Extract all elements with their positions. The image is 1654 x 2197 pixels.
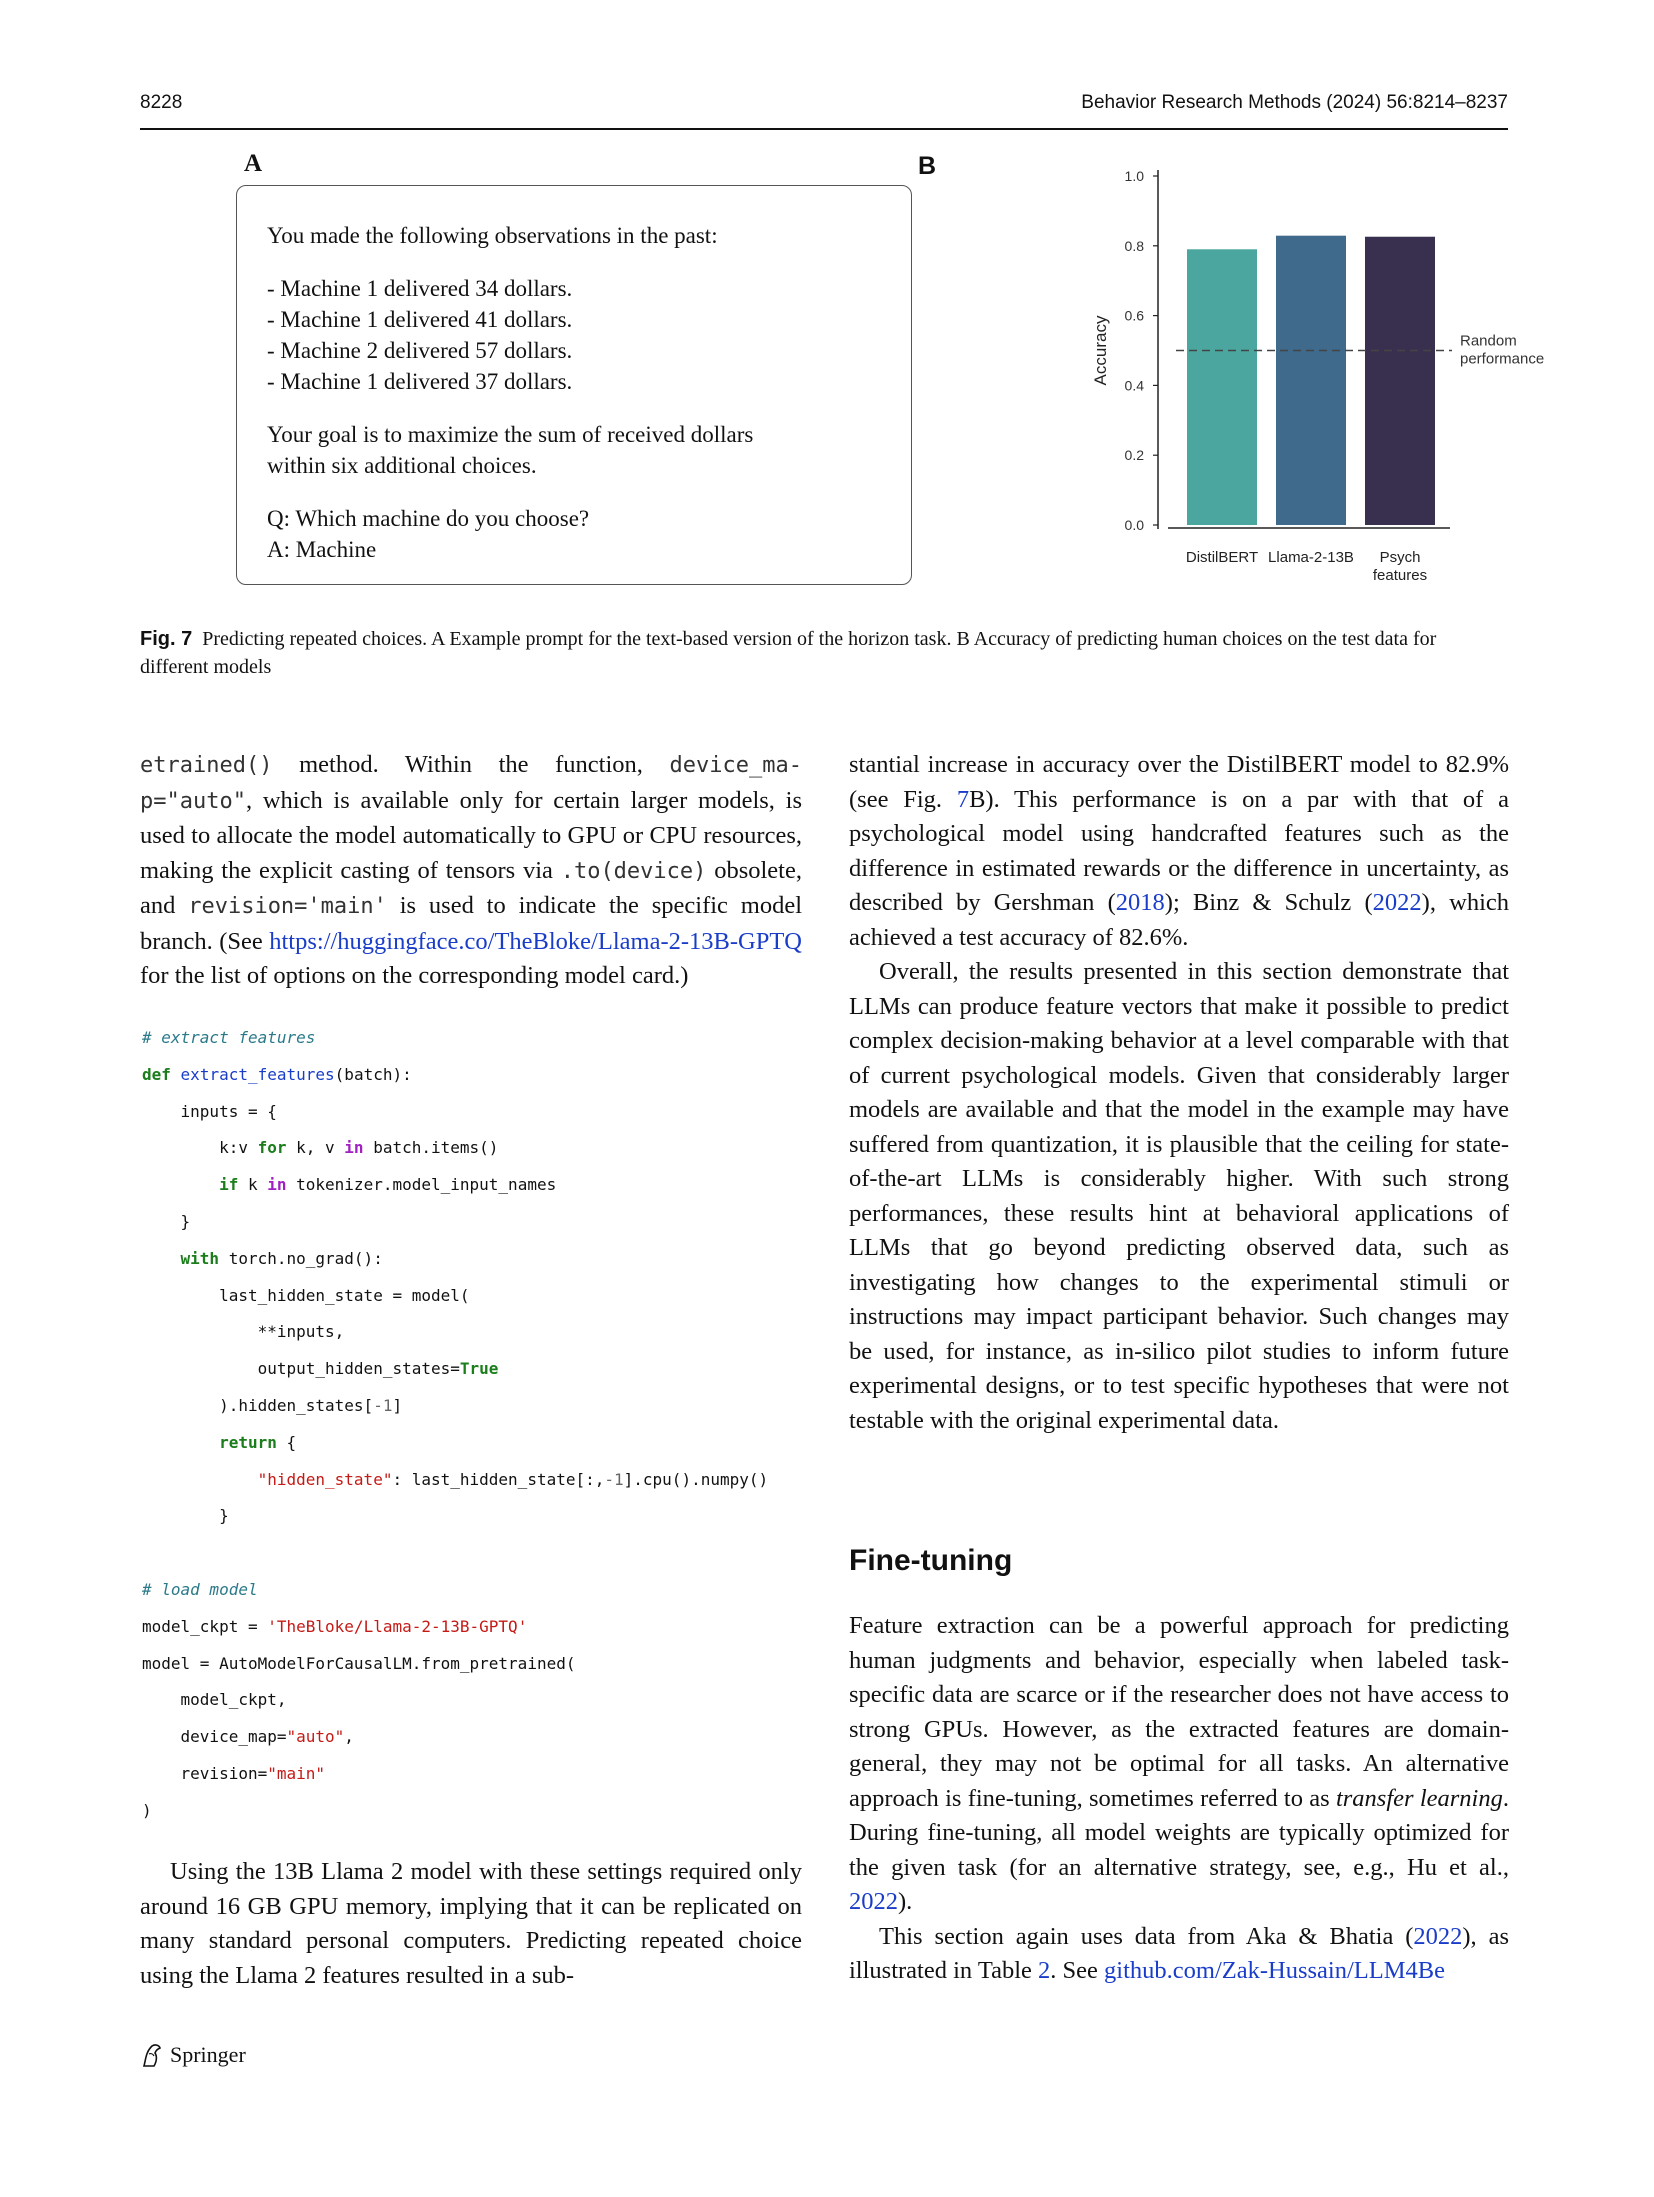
text-run: ); Binz & Schulz ( <box>1164 889 1373 916</box>
text-run: Feature extraction can be a powerful approach for predicting human judgments and behavior, especially when labeled task-specific data are scarce or if the researcher does not have access to strong GPUs. However, as the extracted features are domain-general, they may not be optimal for all tasks. An alternative approach is fine-tuning, sometimes referred to as <box>849 1612 1509 1812</box>
code-text: } <box>219 1506 229 1526</box>
citation-link[interactable]: 2018 <box>1115 889 1165 916</box>
code-text: model_ckpt, <box>180 1690 287 1710</box>
code-text: last_hidden_state = model( <box>219 1285 470 1305</box>
figure-7 <box>140 140 1545 610</box>
section-heading: Fine-tuning <box>849 1544 1013 1577</box>
text-run: ), which achieved a test accuracy of 82.6%. <box>849 889 1509 951</box>
paragraph: Using the 13B Llama 2 model with these settings required only around 16 GB GPU memory, implying that it can be replicated on many standard personal computers. Predicting repeated choice using the Llama 2 features resulted in a sub- <box>140 1858 802 1989</box>
code-keyword: def <box>142 1064 171 1084</box>
code-text: model = AutoModelForCausalLM.from_pretrained( <box>142 1653 576 1673</box>
x-tick-label: features <box>1372 567 1428 584</box>
code-text: ] <box>392 1395 403 1415</box>
code-comment: # extract features <box>142 1028 316 1047</box>
left-column-text <box>140 748 802 994</box>
code-text: } <box>180 1211 191 1231</box>
text-run: ). <box>898 1888 913 1915</box>
bar <box>1187 249 1257 525</box>
springer-horse-icon <box>140 2042 164 2068</box>
page-number: 8228 <box>140 92 183 113</box>
y-tick-label: 0.6 <box>1124 307 1144 324</box>
x-tick-label: DistilBERT <box>1185 549 1259 566</box>
text-run: , which is available only for certain larger models, is used to allocate the model automatically to GPU or CPU resources, making the explicit casting of tensors via <box>140 786 802 884</box>
text-run: is used to indicate the specific model branch. (See <box>140 892 802 955</box>
code-text: k <box>238 1175 268 1195</box>
code-string: "auto" <box>286 1727 345 1747</box>
left-column-bottom-text <box>140 1855 802 1993</box>
code-keyword: in <box>267 1175 287 1195</box>
prompt-goal <box>267 419 911 481</box>
code-text: model_ckpt = <box>142 1616 268 1636</box>
code-string: "main" <box>267 1763 326 1783</box>
code-text: { <box>276 1432 297 1452</box>
code-block <box>142 1020 822 1830</box>
code-text: ) <box>142 1800 152 1820</box>
goal-line: Your goal is to maximize the sum of received dollars <box>267 422 754 447</box>
code-text: torch.no_grad(): <box>219 1248 383 1268</box>
paragraph <box>140 748 802 994</box>
github-link[interactable]: github.com/Zak-Hussain/LLM4Be <box>1104 1957 1445 1984</box>
y-tick-label: 0.2 <box>1124 447 1144 464</box>
y-tick-label: 0.8 <box>1124 237 1144 254</box>
text-run: obsolete, and <box>140 856 802 919</box>
code-text: k, v <box>286 1138 345 1158</box>
code-text: k:v <box>219 1138 258 1158</box>
code-text: revision= <box>180 1763 268 1783</box>
text-run: B). This performance is on a par with that of a psychological model using handcrafted features such as the difference in estimated rewards or the difference in uncertainty, as described by Gershman ( <box>849 785 1509 916</box>
citation-link[interactable]: 2022 <box>849 1888 898 1915</box>
inline-code: revision='main' <box>188 894 387 919</box>
observation-line: - Machine 2 delivered 57 dollars. <box>267 338 573 363</box>
inline-code: .to(device) <box>560 858 707 884</box>
paragraph: Overall, the results presented in this section demonstrate that LLMs can produce feature vectors that make it possible to predict complex decision-making behavior at a level comparable with that of current psychological models. Given that considerably larger models are available and that the model in the example may have suffered from quantization, it is plausible that the ceiling for state-of-the-art LLMs is considerably higher. With such strong performances, these results hint at behavioral applications of LLMs that go beyond predicting observed data, such as investigating how changes to the experimental stimuli or instructions may impact participant behavior. Such changes may be used, for instance, as in-silico pilot studies to inform future experimental designs, or to test specific hypotheses that were not testable with the original experimental data. <box>849 958 1509 1434</box>
reference-line-label: performance <box>1460 350 1545 368</box>
publisher-name: Springer <box>170 2042 246 2067</box>
code-text: inputs = { <box>180 1101 277 1121</box>
x-tick-label: Psych <box>1379 549 1421 566</box>
paragraph <box>849 748 1509 955</box>
x-tick-label: Llama-2-13B <box>1268 549 1354 566</box>
reference-line-label: Random <box>1460 332 1517 350</box>
caption-label: Fig. 7 <box>140 628 193 650</box>
running-header <box>140 88 1508 130</box>
fine-tuning-text <box>849 1609 1509 1989</box>
accuracy-bar-chart <box>930 140 1545 610</box>
journal-citation: Behavior Research Methods (2024) 56:8214–8237 <box>1081 92 1508 113</box>
text-run: stantial increase in accuracy over the DistilBERT model to 82.9% (see Fig. <box>849 751 1509 813</box>
code-comment: # load model <box>142 1579 258 1599</box>
code-keyword: in <box>344 1138 364 1158</box>
code-keyword: with <box>180 1248 220 1268</box>
code-number: -1 <box>373 1395 393 1415</box>
inline-code: etrained() <box>140 753 273 778</box>
text-run: This section again uses data from Aka & Bhatia ( <box>879 1922 1414 1950</box>
huggingface-link[interactable]: https://huggingface.co/TheBloke/Llama-2-13B-GPTQ <box>269 927 802 955</box>
code-keyword: return <box>219 1432 277 1452</box>
text-run: ), as illustrated in Table <box>849 1922 1509 1984</box>
y-tick-label: 0.4 <box>1124 377 1144 394</box>
code-string: 'TheBloke/Llama-2-13B-GPTQ' <box>267 1616 528 1636</box>
code-number: -1 <box>604 1469 624 1489</box>
panel-a-letter: A <box>244 150 263 177</box>
code-text: **inputs, <box>257 1322 345 1342</box>
code-string: "hidden_state" <box>257 1469 393 1489</box>
text-run: for the list of options on the corresponding model card.) <box>140 962 689 989</box>
citation-link[interactable]: 2022 <box>1372 889 1422 916</box>
code-text: output_hidden_states= <box>257 1359 460 1379</box>
citation-link[interactable]: 2022 <box>1413 1922 1463 1950</box>
code-text: (batch): <box>334 1064 412 1084</box>
code-keyword: for <box>257 1138 287 1158</box>
caption-text: Predicting repeated choices. A Example prompt for the text-based version of the horizon task. B Accuracy of predicting human choices on the test data for different models <box>140 628 1437 678</box>
observation-line: - Machine 1 delivered 37 dollars. <box>267 369 573 394</box>
figure-ref-link[interactable]: 7 <box>956 785 970 813</box>
code-text: device_map= <box>180 1727 287 1747</box>
code-keyword: True <box>459 1359 499 1379</box>
code-text: , <box>344 1727 354 1747</box>
table-ref-link[interactable]: 2 <box>1038 1957 1051 1984</box>
right-column-text <box>849 748 1509 1438</box>
code-text: ].cpu().numpy() <box>623 1469 769 1489</box>
figure-caption <box>140 625 1508 681</box>
panel-b-letter: B <box>918 152 937 180</box>
bar <box>1276 236 1346 525</box>
observation-line: - Machine 1 delivered 41 dollars. <box>267 307 573 332</box>
code-keyword: if <box>219 1175 239 1195</box>
code-text: ).hidden_states[ <box>219 1395 374 1415</box>
prompt-answer: A: Machine <box>267 537 377 562</box>
prompt-qa <box>267 503 911 565</box>
prompt-intro: You made the following observations in the past: <box>267 223 718 248</box>
goal-line: within six additional choices. <box>267 453 537 478</box>
y-tick-label: 0.0 <box>1124 517 1144 533</box>
y-tick-label: 1.0 <box>1124 168 1144 184</box>
inline-code: device_ma-p="auto" <box>140 753 802 814</box>
paragraph <box>849 1920 1509 1989</box>
observation-line: - Machine 1 delivered 34 dollars. <box>267 276 573 301</box>
text-run: method. Within the function, <box>272 751 670 778</box>
code-function-name: extract_features <box>180 1064 335 1084</box>
y-axis-label: Accuracy <box>1091 315 1110 386</box>
prompt-box <box>236 185 912 585</box>
bar <box>1365 237 1435 525</box>
footer <box>140 2042 246 2068</box>
text-run: . During fine-tuning, all model weights are typically optimized for the given task (for an alternative strategy, see, e.g., Hu et al., <box>849 1784 1509 1881</box>
emphasis: transfer learning <box>1335 1784 1503 1812</box>
code-text: : last_hidden_state[:, <box>392 1469 605 1489</box>
code-text: batch.items() <box>363 1138 499 1158</box>
prompt-observations <box>267 273 911 397</box>
text-run: . See <box>1050 1957 1105 1984</box>
code-text: tokenizer.model_input_names <box>286 1175 557 1195</box>
prompt-question: Q: Which machine do you choose? <box>267 506 590 531</box>
paragraph <box>849 1609 1509 1920</box>
